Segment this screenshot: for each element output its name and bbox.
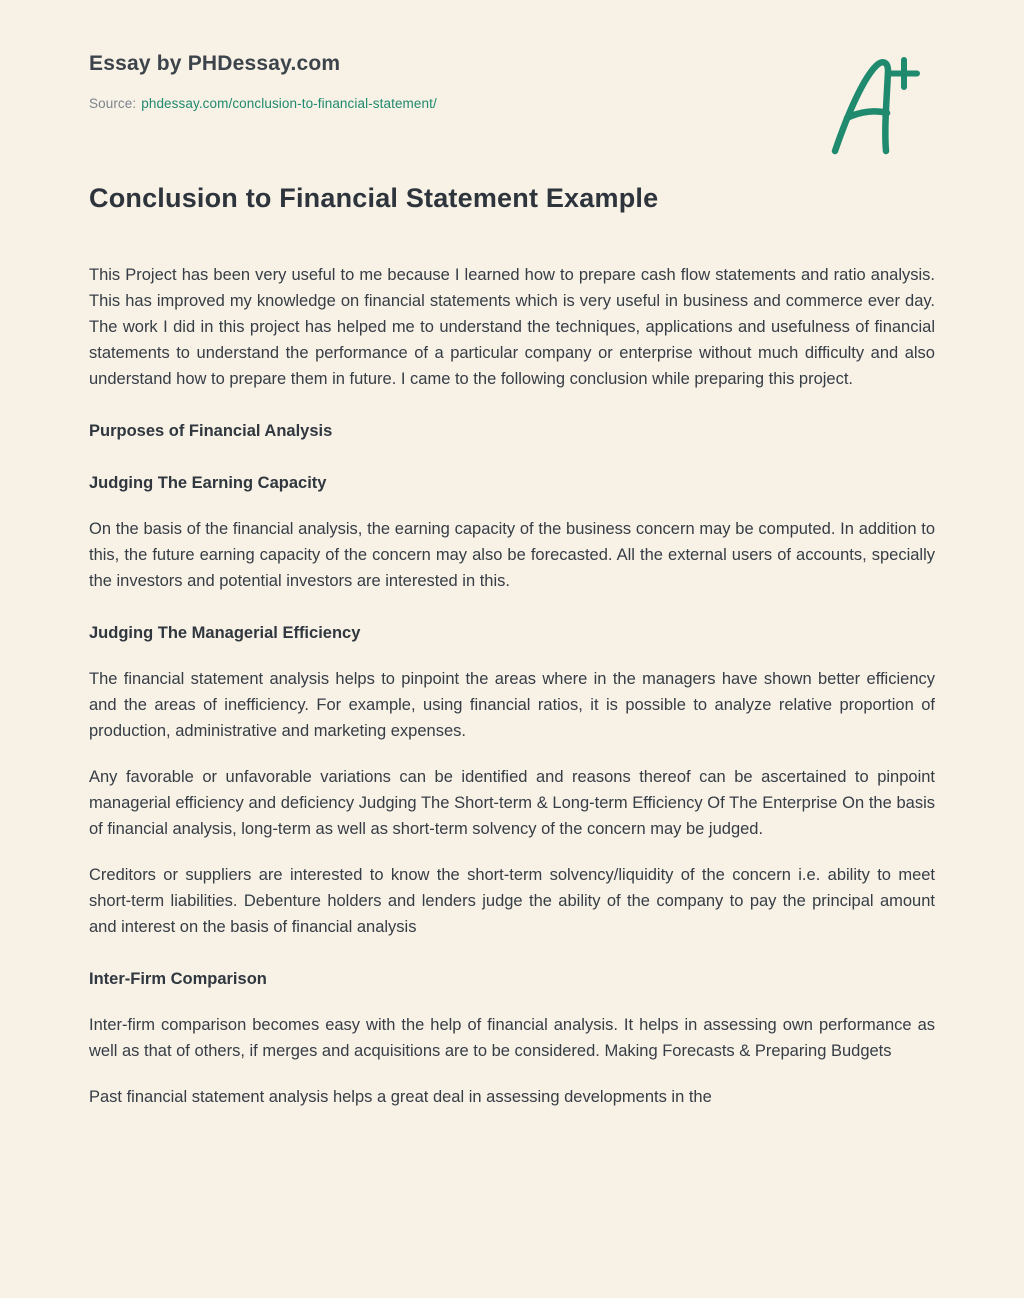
essay-title: Conclusion to Financial Statement Example	[89, 183, 659, 213]
heading-judging-managerial-efficiency: Judging The Managerial Efficiency	[89, 624, 361, 642]
phdessay-a-plus-logo-icon	[827, 54, 923, 158]
paragraph-intro: This Project has been very useful to me because I learned how to prepare cash flow statements and ratio analysis. This has improved my knowledge on financial statements which is very useful in business and commerce ever day. The work I did in this project has helped me to understand the techniques, applications and usefulness of financial statements to understand the performance of a particular company or enterprise without much difficulty and also understand how to prepare them in future. I came to the following conclusion while preparing this project.	[89, 266, 935, 388]
heading-judging-earning-capacity: Judging The Earning Capacity	[89, 474, 327, 492]
paragraph-creditors: Creditors or suppliers are interested to know the short-term solvency/liquidity of the concern i.e. ability to meet short-term liabilities. Debenture holders and lenders judge the ability of the company to pay the principal amount and interest on the basis of financial analysis	[89, 866, 935, 936]
paragraph-variations: Any favorable or unfavorable variations can be identified and reasons thereof can be ascertained to pinpoint managerial efficiency and deficiency Judging The Short-term & Long-term Efficiency Of The Enterprise On the basis of financial analysis, long-term as well as short-term solvency of the concern may be judged.	[89, 768, 935, 838]
heading-purposes-of-financial-analysis: Purposes of Financial Analysis	[89, 422, 333, 440]
essay-byline: Essay by PHDessay.com	[89, 52, 341, 75]
heading-inter-firm-comparison: Inter-Firm Comparison	[89, 970, 267, 988]
page-header	[89, 52, 935, 111]
source-line	[89, 96, 935, 111]
source-link[interactable]: phdessay.com/conclusion-to-financial-statement/	[141, 96, 437, 111]
paragraph-forecasts: Past financial statement analysis helps a great deal in assessing developments in the	[89, 1088, 712, 1106]
essay-body	[89, 262, 935, 1110]
paragraph-inter-firm: Inter-firm comparison becomes easy with the help of financial analysis. It helps in assessing own performance as well as that of others, if merges and acquisitions are to be considered. Making Forecasts & Preparing Budgets	[89, 1016, 935, 1060]
source-label: Source:	[89, 96, 137, 111]
paragraph-managerial-efficiency: The financial statement analysis helps to pinpoint the areas where in the managers have shown better efficiency and the areas of inefficiency. For example, using financial ratios, it is possible to analyze relative proportion of production, administrative and marketing expenses.	[89, 670, 935, 740]
paragraph-earning-capacity: On the basis of the financial analysis, the earning capacity of the business concern may be computed. In addition to this, the future earning capacity of the concern may also be forecasted. All the external users of accounts, specially the investors and potential investors are interested in this.	[89, 520, 935, 590]
